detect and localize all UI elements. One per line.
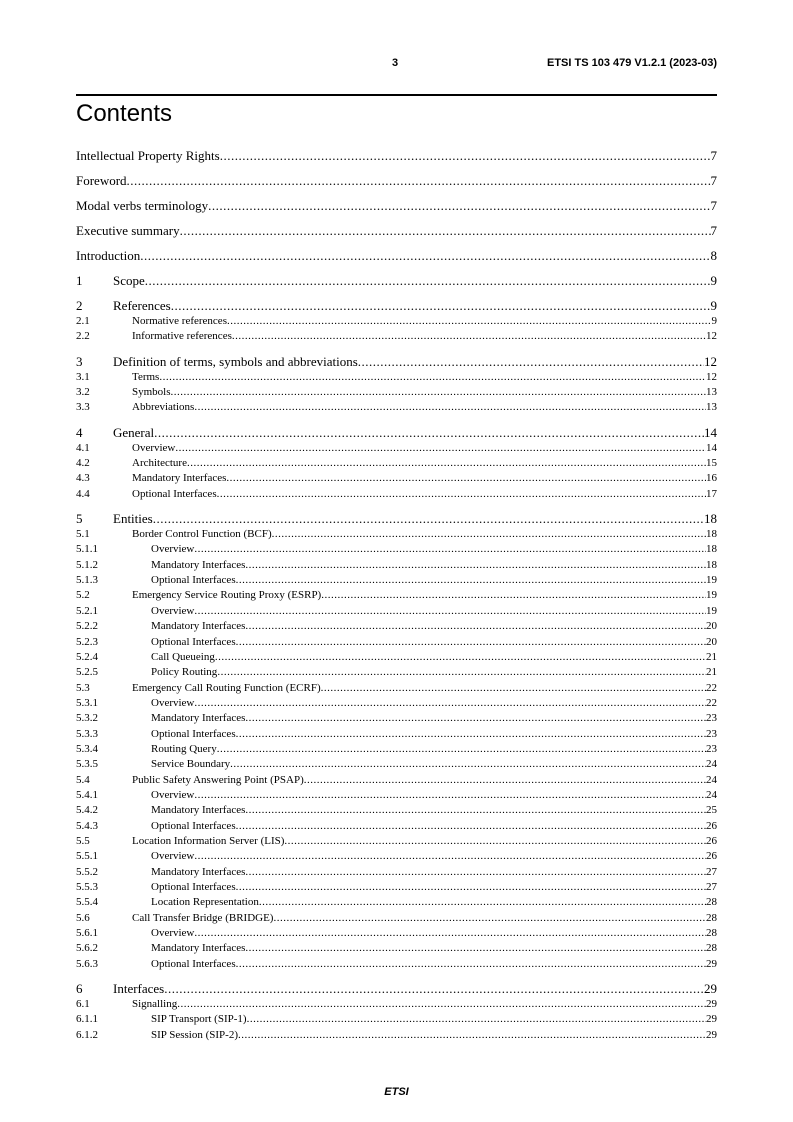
toc-entry[interactable] <box>76 926 717 941</box>
toc-entry-number: 5.5.4 <box>76 896 98 909</box>
toc-entry-page: 24 <box>706 773 717 786</box>
toc-entry-page: 9 <box>710 298 717 313</box>
toc-entry-title: Optional Interfaces <box>151 574 236 587</box>
toc-entry-number: 6.1 <box>76 998 90 1011</box>
toc-entry-page: 27 <box>706 881 717 893</box>
toc-entry-number: 4.3 <box>76 472 90 485</box>
toc-dot-leader <box>321 681 706 696</box>
toc-entry-title: Policy Routing <box>151 666 218 679</box>
toc-entry[interactable] <box>76 604 717 619</box>
toc-dot-leader <box>272 527 706 542</box>
toc-entry-title: Overview <box>151 850 195 863</box>
toc-entry-number: 4.1 <box>76 441 90 454</box>
page-number: 3 <box>392 57 399 69</box>
toc-entry-page: 7 <box>710 148 717 163</box>
toc-entry-title: Intellectual Property Rights <box>76 148 220 163</box>
toc-entry[interactable] <box>76 880 717 895</box>
toc-entry[interactable] <box>76 239 717 264</box>
toc-entry-title: Mandatory Interfaces <box>151 865 246 878</box>
toc-entry-number: 5.2.1 <box>76 604 98 617</box>
toc-dot-leader <box>236 880 706 895</box>
toc-entry-page: 17 <box>706 487 717 500</box>
toc-entry-title: Emergency Service Routing Proxy (ESRP) <box>132 589 322 602</box>
toc-entry-title: Overview <box>151 604 195 617</box>
toc-dot-leader <box>175 441 706 456</box>
toc-dot-leader <box>164 981 704 997</box>
toc-entry-page: 9 <box>711 315 717 327</box>
toc-entry-title: Terms <box>132 370 160 383</box>
toc-entry-page: 12 <box>704 353 717 369</box>
toc-entry-page: 26 <box>706 850 717 863</box>
toc-entry-page: 8 <box>710 248 717 263</box>
toc-entry[interactable] <box>76 345 717 370</box>
toc-entry-number: 2.1 <box>76 315 90 327</box>
toc-entry-title: Mandatory Interfaces <box>151 804 246 817</box>
toc-entry-number: 5 <box>76 511 83 527</box>
toc-dot-leader <box>194 604 706 619</box>
toc-entry-page: 27 <box>706 865 717 878</box>
toc-entry[interactable] <box>76 542 717 557</box>
toc-dot-leader <box>153 511 704 527</box>
toc-dot-leader <box>245 558 706 573</box>
toc-entry-page: 15 <box>706 457 717 470</box>
toc-entry-page: 19 <box>706 574 717 587</box>
toc-entry-page: 9 <box>710 273 717 288</box>
toc-entry-page: 7 <box>710 198 717 213</box>
toc-entry-page: 23 <box>706 712 717 725</box>
toc-entry-number: 5.4 <box>76 773 90 786</box>
toc-entry-page: 22 <box>706 681 717 694</box>
toc-entry-page: 28 <box>706 927 717 940</box>
toc-entry-page: 28 <box>706 942 717 955</box>
toc-entry-title: Location Information Server (LIS) <box>132 834 285 847</box>
toc-entry-number: 5.1 <box>76 528 90 541</box>
toc-entry-page: 23 <box>706 727 717 740</box>
toc-entry-page: 28 <box>706 911 717 924</box>
toc-entry-number: 5.3.1 <box>76 696 98 709</box>
toc-entry[interactable] <box>76 819 717 834</box>
toc-entry-number: 5.1.1 <box>76 543 98 556</box>
toc-dot-leader <box>194 926 706 941</box>
toc-entry-number: 5.1.3 <box>76 574 98 587</box>
toc-entry[interactable] <box>76 264 717 289</box>
toc-dot-leader <box>140 248 710 264</box>
toc-dot-leader <box>245 941 706 956</box>
toc-entry[interactable] <box>76 895 717 910</box>
toc-entry-page: 12 <box>706 330 717 343</box>
toc-entry[interactable] <box>76 370 717 385</box>
toc-entry-page: 26 <box>706 834 717 847</box>
toc-entry-title: Introduction <box>76 248 141 263</box>
toc-entry-page: 18 <box>704 511 717 527</box>
toc-entry[interactable] <box>76 865 717 880</box>
toc-entry[interactable] <box>76 588 717 603</box>
document-id: ETSI TS 103 479 V1.2.1 (2023-03) <box>547 57 717 69</box>
toc-entry-title: Optional Interfaces <box>151 727 236 740</box>
toc-entry[interactable] <box>76 681 717 696</box>
toc-entry-page: 28 <box>706 896 717 909</box>
toc-entry[interactable] <box>76 573 717 588</box>
toc-dot-leader <box>194 542 706 557</box>
toc-dot-leader <box>227 314 712 329</box>
toc-entry[interactable] <box>76 329 717 344</box>
toc-entry-number: 4.2 <box>76 457 90 470</box>
toc-entry-number: 5.3.5 <box>76 758 98 771</box>
toc-entry-title: Executive summary <box>76 223 180 238</box>
toc-dot-leader <box>127 173 711 189</box>
toc-entry-title: Overview <box>151 788 195 801</box>
toc-entry-title: Normative references <box>132 315 227 327</box>
toc-entry-number: 6.1.1 <box>76 1013 98 1026</box>
toc-entry-number: 5.2.5 <box>76 666 98 679</box>
toc-dot-leader <box>171 298 711 314</box>
toc-entry-title: SIP Session (SIP-2) <box>151 1028 238 1041</box>
toc-entry[interactable] <box>76 487 717 502</box>
toc-entry-title: Optional Interfaces <box>151 957 236 970</box>
toc-entry-page: 29 <box>704 981 717 997</box>
toc-entry-page: 25 <box>706 804 717 817</box>
toc-entry-number: 5.5.2 <box>76 865 98 878</box>
toc-entry-page: 29 <box>706 957 717 970</box>
toc-dot-leader <box>194 849 706 864</box>
toc-dot-leader <box>230 757 706 772</box>
toc-entry[interactable] <box>76 416 717 441</box>
toc-entry-title: Architecture <box>132 457 187 470</box>
toc-entry-title: Service Boundary <box>151 758 231 771</box>
toc-entry-page: 12 <box>706 370 717 383</box>
toc-entry-title: Mandatory Interfaces <box>151 712 246 725</box>
toc-entry-number: 5.6.3 <box>76 957 98 970</box>
toc-entry-number: 5.4.3 <box>76 819 98 832</box>
toc-entry-title: Mandatory Interfaces <box>151 558 246 571</box>
toc-dot-leader <box>245 865 706 880</box>
toc-dot-leader <box>236 635 706 650</box>
toc-dot-leader <box>236 819 706 834</box>
toc-entry-title: Mandatory Interfaces <box>151 620 246 633</box>
toc-entry-title: Overview <box>151 543 195 556</box>
toc-entry-page: 14 <box>706 441 717 454</box>
toc-entry-title: Overview <box>132 441 176 454</box>
toc-entry-page: 7 <box>710 223 717 238</box>
toc-entry-page: 19 <box>706 589 717 602</box>
toc-dot-leader <box>220 148 711 164</box>
toc-entry[interactable] <box>76 456 717 471</box>
toc-entry-number: 3.1 <box>76 370 90 383</box>
toc-entry-number: 6.1.2 <box>76 1028 98 1041</box>
toc-entry-page: 29 <box>706 998 717 1011</box>
toc-entry-page: 24 <box>706 758 717 771</box>
toc-entry-number: 5.1.2 <box>76 558 98 571</box>
toc-entry-number: 5.5 <box>76 834 90 847</box>
toc-entry-title: Call Transfer Bridge (BRIDGE) <box>132 911 274 924</box>
toc-entry-number: 5.2.4 <box>76 650 98 663</box>
header-rule <box>76 94 717 96</box>
toc-entry-page: 18 <box>706 558 717 571</box>
toc-entry[interactable] <box>76 650 717 665</box>
toc-entry[interactable] <box>76 957 717 972</box>
toc-dot-leader <box>194 400 706 415</box>
toc-dot-leader <box>238 1028 706 1043</box>
toc-entry[interactable] <box>76 997 717 1012</box>
toc-entry-page: 29 <box>706 1013 717 1026</box>
toc-entry-number: 5.2.2 <box>76 620 98 633</box>
page-title: Contents <box>76 100 173 127</box>
toc-entry[interactable] <box>76 972 717 997</box>
toc-entry-title: Call Queueing <box>151 650 215 663</box>
toc-entry[interactable] <box>76 314 717 329</box>
toc-entry[interactable] <box>76 635 717 650</box>
toc-entry-title: Mandatory Interfaces <box>132 472 227 485</box>
toc-entry[interactable] <box>76 834 717 849</box>
toc-entry-number: 5.5.1 <box>76 850 98 863</box>
toc-entry[interactable] <box>76 803 717 818</box>
toc-entry-title: References <box>113 298 171 313</box>
toc-entry-title: General <box>113 424 155 440</box>
toc-entry-number: 3 <box>76 353 83 369</box>
toc-dot-leader <box>194 696 706 711</box>
toc-entry-page: 24 <box>706 788 717 801</box>
toc-entry-number: 5.3.4 <box>76 742 98 755</box>
toc-entry[interactable] <box>76 558 717 573</box>
toc-entry-title: Abbreviations <box>132 401 195 414</box>
toc-dot-leader <box>171 385 706 400</box>
toc-entry-number: 5.4.1 <box>76 788 98 801</box>
toc-entry-number: 5.6 <box>76 911 90 924</box>
toc-entry-number: 3.3 <box>76 401 90 414</box>
toc-dot-leader <box>245 711 706 726</box>
toc-entry-title: Overview <box>151 927 195 940</box>
toc-entry-page: 14 <box>704 424 717 440</box>
toc-entry-title: Definition of terms, symbols and abbreviations <box>113 353 358 369</box>
toc-dot-leader <box>194 788 706 803</box>
toc-entry-number: 4.4 <box>76 487 90 500</box>
toc-entry-page: 29 <box>706 1028 717 1041</box>
toc-dot-leader <box>245 803 706 818</box>
toc-entry-title: Emergency Call Routing Function (ECRF) <box>132 681 321 694</box>
toc-entry-number: 5.5.3 <box>76 881 98 893</box>
toc-dot-leader <box>145 273 711 289</box>
toc-entry-title: Overview <box>151 696 195 709</box>
toc-entry-page: 18 <box>706 543 717 556</box>
toc-dot-leader <box>304 773 706 788</box>
toc-dot-leader <box>245 619 706 634</box>
toc-entry-number: 5.2 <box>76 589 90 602</box>
toc-entry-title: Foreword <box>76 173 127 188</box>
toc-entry[interactable] <box>76 941 717 956</box>
toc-entry[interactable] <box>76 385 717 400</box>
toc-entry-page: 21 <box>706 666 717 679</box>
toc-dot-leader <box>217 742 706 757</box>
toc-dot-leader <box>236 957 706 972</box>
toc-entry-page: 20 <box>706 620 717 633</box>
toc-entry[interactable] <box>76 289 717 314</box>
toc-dot-leader <box>259 895 706 910</box>
toc-entry-page: 7 <box>710 173 717 188</box>
toc-entry[interactable] <box>76 471 717 486</box>
toc-entry-number: 5.3.2 <box>76 712 98 725</box>
toc-dot-leader <box>284 834 706 849</box>
toc-entry-title: Optional Interfaces <box>132 487 217 500</box>
toc-entry[interactable] <box>76 527 717 542</box>
toc-entry[interactable] <box>76 696 717 711</box>
toc-entry-title: Symbols <box>132 386 171 399</box>
toc-dot-leader <box>273 911 706 926</box>
toc-dot-leader <box>208 198 710 214</box>
toc-entry-title: Signalling <box>132 998 178 1011</box>
toc-entry-title: Optional Interfaces <box>151 881 236 893</box>
toc-entry-page: 13 <box>706 401 717 414</box>
toc-entry-number: 4 <box>76 424 83 440</box>
toc-entry[interactable] <box>76 727 717 742</box>
toc-entry-title: Entities <box>113 511 153 527</box>
toc-dot-leader <box>180 223 711 239</box>
toc-entry-number: 2.2 <box>76 330 90 343</box>
toc-entry[interactable] <box>76 757 717 772</box>
toc-entry[interactable] <box>76 441 717 456</box>
toc-entry-title: Informative references <box>132 330 232 343</box>
toc-entry[interactable] <box>76 214 717 239</box>
toc-dot-leader <box>232 329 706 344</box>
toc-entry-number: 1 <box>76 273 83 288</box>
toc-dot-leader <box>358 354 704 370</box>
toc-entry[interactable] <box>76 1012 717 1027</box>
toc-entry-page: 13 <box>706 386 717 399</box>
toc-dot-leader <box>247 1012 706 1027</box>
toc-entry-title: Scope <box>113 273 145 288</box>
toc-dot-leader <box>217 487 706 502</box>
toc-dot-leader <box>236 727 706 742</box>
toc-dot-leader <box>321 588 706 603</box>
toc-entry-number: 5.2.3 <box>76 635 98 648</box>
toc-entry-page: 19 <box>706 604 717 617</box>
toc-entry[interactable] <box>76 1028 717 1043</box>
toc-entry-title: Interfaces <box>113 981 165 997</box>
toc-entry[interactable] <box>76 146 717 164</box>
toc-entry[interactable] <box>76 788 717 803</box>
toc-entry-page: 18 <box>706 528 717 541</box>
toc-entry-number: 6 <box>76 981 83 997</box>
toc-entry[interactable] <box>76 849 717 864</box>
toc-entry[interactable] <box>76 773 717 788</box>
toc-entry-title: Modal verbs terminology <box>76 198 209 213</box>
toc-entry[interactable] <box>76 502 717 527</box>
toc-entry[interactable] <box>76 164 717 189</box>
toc-entry[interactable] <box>76 742 717 757</box>
toc-dot-leader <box>154 425 704 441</box>
toc-entry-page: 26 <box>706 819 717 832</box>
toc-entry-title: Optional Interfaces <box>151 819 236 832</box>
footer-etsi: ETSI <box>384 1086 409 1098</box>
toc-entry-title: Routing Query <box>151 742 217 755</box>
toc-entry-number: 5.4.2 <box>76 804 98 817</box>
toc-entry-title: Border Control Function (BCF) <box>132 528 272 541</box>
toc-entry[interactable] <box>76 665 717 680</box>
toc-entry-number: 5.6.1 <box>76 927 98 940</box>
toc-entry-number: 3.2 <box>76 386 90 399</box>
toc-entry-number: 5.3.3 <box>76 727 98 740</box>
toc-entry-title: Mandatory Interfaces <box>151 942 246 955</box>
toc-entry[interactable] <box>76 711 717 726</box>
toc-entry-number: 5.6.2 <box>76 942 98 955</box>
toc-dot-leader <box>217 665 706 680</box>
toc-entry-page: 21 <box>706 650 717 663</box>
toc-entry-page: 23 <box>706 742 717 755</box>
toc-dot-leader <box>187 456 706 471</box>
table-of-contents <box>76 146 717 1043</box>
toc-dot-leader <box>159 370 706 385</box>
toc-entry-page: 22 <box>706 696 717 709</box>
toc-entry-title: SIP Transport (SIP-1) <box>151 1013 247 1026</box>
toc-entry-page: 20 <box>706 635 717 648</box>
toc-entry[interactable] <box>76 189 717 214</box>
toc-entry[interactable] <box>76 400 717 415</box>
toc-dot-leader <box>177 997 706 1012</box>
toc-entry-number: 2 <box>76 298 83 313</box>
toc-entry[interactable] <box>76 911 717 926</box>
toc-dot-leader <box>215 650 706 665</box>
toc-entry-title: Location Representation <box>151 896 259 909</box>
toc-entry-page: 16 <box>706 472 717 485</box>
toc-dot-leader <box>226 471 706 486</box>
toc-dot-leader <box>236 573 706 588</box>
toc-entry[interactable] <box>76 619 717 634</box>
toc-entry-number: 5.3 <box>76 681 90 694</box>
toc-entry-title: Optional Interfaces <box>151 635 236 648</box>
toc-entry-title: Public Safety Answering Point (PSAP) <box>132 773 304 786</box>
